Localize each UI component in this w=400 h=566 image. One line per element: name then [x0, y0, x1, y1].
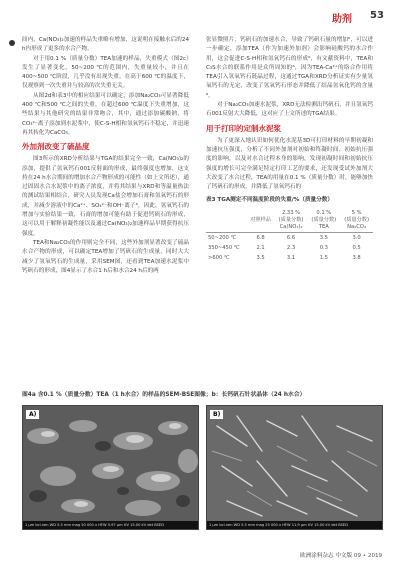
paragraph: 从图2d和表3中的相应结果可以确定，添加Na₂CO₃可显著降低400 ℃和500 ℃之间的失重。在超过600 ℃温度下失重增加，这些结果与其他研究的结果非常吻合，其中，通过添加碳酸钠，将CO₃²⁻离子添加到水泥浆中，使C-S-H相和氢氧钙石不稳定，并迅速再其转化为CaCO₃。	[22, 92, 189, 136]
sem-data-bar: 1 µm bcl.nen WD 5.5 mm mag 25 000 x HFW 11.9 µm HV 15.00 kV det BSED	[207, 521, 382, 529]
table-cell: 3.8	[352, 254, 361, 261]
table-header-cell: 对照样品	[247, 209, 275, 233]
sem-image-b	[206, 405, 383, 530]
left-column	[22, 36, 189, 276]
table-header-cell	[206, 209, 247, 233]
table-header-row	[206, 209, 373, 233]
table-cell: 350~450 ℃	[208, 244, 240, 251]
sem-texture-a	[23, 406, 198, 521]
table-header-cell: 2.33 % (质量分数) Ca(NO₃)₂	[275, 209, 308, 233]
table-header-cell: 0.1 % (质量分数) TEA	[307, 209, 340, 233]
panel-label: B)	[210, 410, 223, 419]
sem-data-bar: 1 µm bcl.nen WD 5.5 mm mag 50 000 x HFW 5.97 µm HV 15.00 kV det BSED	[23, 521, 198, 529]
page-number: 53	[370, 10, 384, 21]
paragraph: TEA和Na₂CO₃的作用则完全不同，这些外加剂显著改变了硫晶水合产物的形成，可以确定TEA增加了钙矾石的生成量，同时大大减少了氢氧钙石的生成量，采用SEM图，还看到TEA加速水泥浆中钙矾石的形成，图4显示了水合1 h后和水合24 h后的两	[22, 239, 189, 274]
paragraph: 对于用0.1 %（质量分数）TEA加速的样品，失重模式（图2c）发生了显著变化，50~200 ℃的范围内，失重量较小，并且在400~500 ℃阶段，几乎没有出现失重。在高于600 ℃的温度下，仅观察到一次失重并与较高的次失重无关。	[22, 55, 189, 90]
table-cell: 3.5	[319, 234, 328, 241]
panel-label: A)	[26, 410, 39, 419]
bullet-marker	[9, 40, 15, 46]
journal-name: 欧洲涂料杂志 中文版	[300, 553, 353, 559]
sem-image-a	[22, 405, 199, 530]
section-title: 助剂	[332, 14, 352, 25]
paragraph: 对于Na₂CO₃加速水泥浆，XRD无法检测出钙矾石，并且氢氧钙石001反射大大降低，这对应了上文所述的TGA结果。	[206, 102, 373, 118]
table-header-cell: 5 % (质量分数) Na₂CO₃	[340, 209, 373, 233]
section-heading: 用于打印的定制水泥浆	[206, 123, 281, 133]
table-cell: 3.0	[352, 234, 361, 241]
paragraph: 间内，Ca(NO₃)₂加速的样品失重略有增加，这说明在接触水后的24 h内形成了更多的水合产物。	[22, 37, 189, 53]
paragraph: 图3所示的XRD分析结果与TGA的结果完全一致，Ca(NO₃)₂的添加，提供了氢氧钙石001反射面的形成，最终强度也增加，这支持在24 h水合期间的增加水合产物形成的可能性（如上文所述），通过固固水合水泥浆中的离子浓度，并将其结果与XRD和等温量热法的测试结果相结合，研究人员发现Ca盐会增加石膏和氢氧钙石的形成，并减少溶液中的Ca²⁺、SO₄²⁻和OH⁻离子⁶，因此，氢氧钙石的增加与实验结果一致，石膏的增加可能有助于促进钙矾石的形成，这可以用于解释初凝性能以及通过Ca(NO₃)₂加速样品早期获得抗压强度。	[22, 156, 189, 237]
table-title: 表3 TGA测定不同温度阶段的失重/%（质量分数）	[206, 197, 333, 204]
sem-texture-b	[207, 406, 382, 521]
table-row	[206, 243, 373, 253]
table-cell: 0.5	[352, 244, 361, 251]
footer	[300, 551, 382, 559]
table-cell: 2.1	[256, 244, 265, 251]
paragraph: 为了更深入地认识如何优化水泥基3D可打印材料的早期初凝和加速抗压强度，分析了不同外加剂对初始和终凝时间、初始抗压强度的影响，以及对水合过程本身的影响，发现初凝时间和初始抗压强度的增长可完全满足特定打印工艺的要求，还发现受试外加剂大大改变了水合过程，TEA的用量在0.1 %（质量分数）时，能够加快了钙矾石的形成，并降低了氢氧钙石的	[206, 137, 373, 191]
table-cell: 0.3	[319, 244, 328, 251]
table-cell: 1.5	[319, 254, 328, 261]
table-cell: 6.8	[256, 234, 265, 241]
table-cell: 3.1	[286, 254, 296, 261]
right-column	[206, 36, 373, 263]
tga-table	[206, 209, 373, 263]
issue-number: 09 • 2019	[353, 553, 383, 559]
figure-caption: 图4a 含0.1 %（质量分数）TEA（1 h水合）的样品的SEM-BSE图像；b：长钙矾石针状晶体（24 h水合）	[22, 392, 306, 398]
table-cell: 2.3	[286, 244, 296, 251]
paragraph: 张显微照片，钙矾石的加速水合，导致了钙矾石量的增加⁶，可以进一步确定，添加TEA（作为加速外加剂）会影响硅酸钙的水合作用，这会促进C-S-H相和氢氧钙石的形成⁶，有文献资料中，TEA和C₃S水合的联系作用是众所周知的⁶，因为TEA-Ca²⁺的络合作用将TEA引入氢氧钙石链晶过程，这通过TGA和XRD分析证实有少量氢氧钙石的无定，改变了氢氧钙石形态并降低了结晶氢氧化钙的含量⁶。	[206, 37, 373, 99]
table-row	[206, 253, 373, 263]
table-cell: 6.6	[286, 234, 296, 241]
table-cell: 50~200 ℃	[208, 234, 237, 241]
table-row	[206, 232, 373, 243]
table-cell: >600 ℃	[208, 254, 230, 261]
table-cell: 3.5	[256, 254, 265, 261]
section-heading: 外加剂改变了硫晶度	[22, 142, 90, 152]
